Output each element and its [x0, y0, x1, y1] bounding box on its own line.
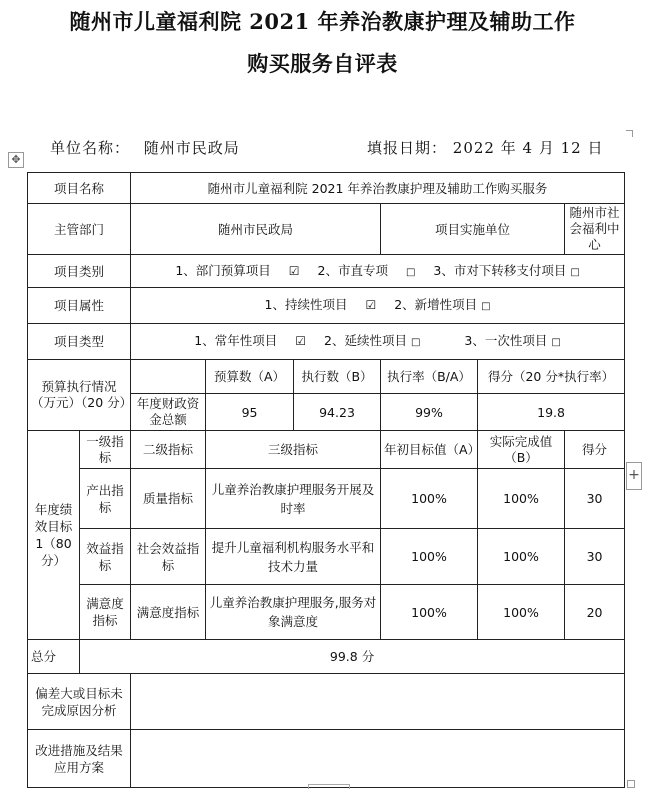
budget-blank-header — [131, 360, 206, 394]
type-option-1: 1、常年性项目 — [194, 333, 278, 348]
level2-cell: 社会效益指标 — [131, 529, 206, 585]
target-cell[interactable]: 100% — [381, 469, 478, 529]
unchecked-checkbox-icon[interactable]: □ — [481, 301, 491, 312]
dept-value[interactable]: 随州市民政局 — [131, 204, 381, 255]
level1-cell: 效益指标 — [80, 529, 131, 585]
improvement-plan-value[interactable] — [131, 730, 625, 788]
table-row — [28, 585, 625, 640]
checked-checkbox-icon[interactable]: ☑ — [295, 334, 307, 348]
attribute-option-1: 1、持续性项目 — [264, 297, 348, 312]
dept-label: 主管部门 — [28, 204, 131, 255]
project-name-value[interactable]: 随州市儿童福利院 2021 年养治教康护理及辅助工作购买服务 — [131, 173, 625, 204]
attribute-options — [131, 288, 625, 324]
checked-checkbox-icon[interactable]: ☑ — [288, 263, 300, 278]
rate-header: 执行率（B/A） — [381, 360, 478, 394]
target-header: 年初目标值（A） — [381, 431, 478, 469]
unchecked-checkbox-icon[interactable]: □ — [551, 337, 561, 348]
table-row — [28, 730, 625, 788]
table-row — [28, 529, 625, 585]
category-option-3: 3、市对下转移支付项目 — [433, 262, 567, 278]
rate-value[interactable]: 99% — [381, 394, 478, 431]
target-cell[interactable]: 100% — [381, 585, 478, 640]
score-header: 得分 — [565, 431, 625, 469]
document-title-line2: 购买服务自评表 — [247, 51, 398, 76]
deviation-analysis-label: 偏差大或目标未完成原因分析 — [28, 674, 131, 730]
table-row — [28, 173, 625, 204]
actual-cell[interactable]: 100% — [478, 529, 565, 585]
impl-unit-label: 项目实施单位 — [381, 204, 565, 255]
attribute-option-2: 2、新增性项目 — [394, 297, 478, 312]
actual-header: 实际完成值（B） — [478, 431, 565, 469]
project-name-label: 项目名称 — [28, 173, 131, 204]
unchecked-checkbox-icon[interactable]: □ — [410, 337, 421, 348]
level1-cell: 满意度指标 — [80, 585, 131, 640]
type-option-3: 3、一次性项目 — [464, 333, 548, 348]
table-resize-handle-icon[interactable] — [627, 780, 635, 788]
table-row — [28, 255, 625, 288]
budget-score-value[interactable]: 19.8 — [478, 394, 625, 431]
actual-cell[interactable]: 100% — [478, 585, 565, 640]
table-row — [28, 204, 625, 255]
level2-cell: 质量指标 — [131, 469, 206, 529]
unchecked-checkbox-icon[interactable]: □ — [405, 266, 416, 278]
level2-header: 二级指标 — [131, 431, 206, 469]
level1-cell: 产出指标 — [80, 469, 131, 529]
score-cell[interactable]: 20 — [565, 585, 625, 640]
level3-cell[interactable]: 提升儿童福利机构服务水平和技术力量 — [206, 529, 381, 585]
attribute-label: 项目属性 — [28, 288, 131, 324]
table-row — [28, 469, 625, 529]
page-bottom-marker — [308, 784, 350, 789]
unchecked-checkbox-icon[interactable]: □ — [570, 266, 580, 278]
table-row — [28, 674, 625, 730]
type-options — [131, 324, 625, 360]
table-row — [28, 360, 625, 394]
table-row — [28, 324, 625, 360]
category-option-1: 1、部门预算项目 — [175, 262, 271, 278]
table-row — [28, 640, 625, 674]
level2-cell: 满意度指标 — [131, 585, 206, 640]
budget-section-label: 预算执行情况（万元）（20 分） — [28, 360, 131, 431]
date-label: 填报日期： — [367, 139, 448, 157]
exec-header: 执行数（B） — [294, 360, 381, 394]
type-label: 项目类型 — [28, 324, 131, 360]
level1-header: 一级指标 — [80, 431, 131, 469]
level3-cell[interactable]: 儿童养治教康护理服务开展及时率 — [206, 469, 381, 529]
total-score-label: 总分 — [28, 640, 80, 674]
unit-label: 单位名称： — [50, 139, 131, 157]
table-move-handle-icon[interactable]: ✥ — [8, 152, 24, 168]
total-score-value[interactable]: 99.8 分 — [80, 640, 625, 674]
date-value: 2022 年 4 月 12 日 — [452, 139, 604, 157]
level3-header: 三级指标 — [206, 431, 381, 469]
annual-funds-label: 年度财政资金总额 — [131, 394, 206, 431]
self-evaluation-table — [27, 172, 625, 788]
type-option-2: 2、延续性项目 — [324, 333, 407, 348]
budget-header: 预算数（A） — [206, 360, 294, 394]
category-option-2: 2、市直专项 — [317, 262, 388, 278]
exec-value[interactable]: 94.23 — [294, 394, 381, 431]
document-title-line1: 随州市儿童福利院 2021 年养治教康护理及辅助工作 — [69, 9, 576, 34]
score-cell[interactable]: 30 — [565, 469, 625, 529]
table-row — [28, 431, 625, 469]
actual-cell[interactable]: 100% — [478, 469, 565, 529]
table-corner-marker — [626, 130, 633, 137]
budget-value[interactable]: 95 — [206, 394, 294, 431]
performance-section-label: 年度绩效目标 1（80 分） — [28, 431, 80, 640]
budget-score-header: 得分（20 分*执行率） — [478, 360, 625, 394]
improvement-plan-label: 改进措施及结果应用方案 — [28, 730, 131, 788]
category-options — [131, 255, 625, 288]
category-label: 项目类别 — [28, 255, 131, 288]
impl-unit-value[interactable]: 随州市社会福利中心 — [565, 204, 625, 255]
unit-info — [50, 137, 240, 158]
add-column-icon[interactable]: + — [626, 462, 642, 490]
date-info — [367, 137, 603, 158]
checked-checkbox-icon[interactable]: ☑ — [365, 298, 377, 312]
unit-value: 随州市民政局 — [143, 139, 240, 157]
deviation-analysis-value[interactable] — [131, 674, 625, 730]
table-row — [28, 288, 625, 324]
target-cell[interactable]: 100% — [381, 529, 478, 585]
level3-cell[interactable]: 儿童养治教康护理服务,服务对象满意度 — [206, 585, 381, 640]
score-cell[interactable]: 30 — [565, 529, 625, 585]
